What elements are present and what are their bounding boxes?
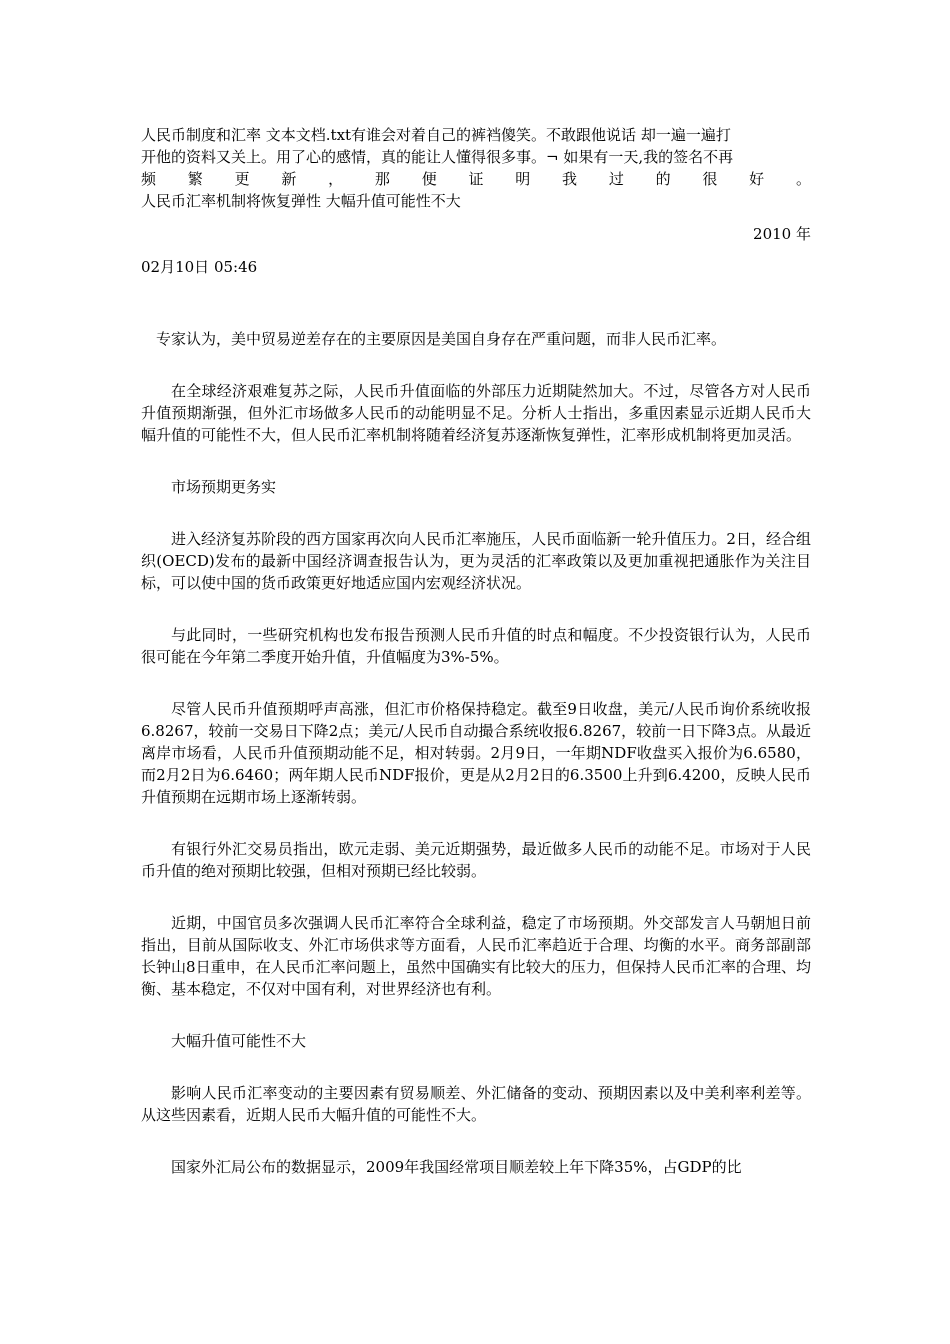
header-line-3 — [141, 168, 811, 190]
section-heading-1: 市场预期更务实 — [171, 478, 277, 496]
paragraph-4: 尽管人民币升值预期呼声高涨，但汇市价格保持稳定。截至9日收盘，美元/人民币询价系统收报6.8267，较前一交易日下降2点；美元/人民币自动撮合系统收报6.8267，较前一日下降3点。从最近离岸市场看，人民币升值预期动能不足，相对转弱。2月9日，一年期NDF收盘买入报价为6.6580，而2月2日为6.6460；两年期人民币NDF报价，更是从2月2日的6.3500上升到6.4200，反映人民币升值预期在远期市场上逐渐转弱。 — [141, 700, 811, 806]
header-char: 好 — [749, 170, 765, 188]
date-time: 02月10日 05:46 — [141, 258, 258, 276]
paragraph-1: 在全球经济艰难复苏之际，人民币升值面临的外部压力近期陡然加大。不过，尽管各方对人民币升值预期渐强，但外汇市场做多人民币的动能明显不足。分析人士指出，多重因素显示近期人民币大幅升值的可能性不大，但人民币汇率机制将随着经济复苏逐渐恢复弹性，汇率形成机制将更加灵活。 — [141, 382, 811, 444]
header-char: 证 — [468, 170, 484, 188]
header-char: 很 — [702, 170, 718, 188]
header-char: 明 — [515, 170, 531, 188]
header-char: 便 — [421, 170, 437, 188]
header-char: 更 — [234, 170, 250, 188]
paragraph-7: 影响人民币汇率变动的主要因素有贸易顺差、外汇储备的变动、预期因素以及中美利率利差等。从这些因素看，近期人民币大幅升值的可能性不大。 — [141, 1084, 811, 1124]
header-char: 的 — [655, 170, 671, 188]
paragraph-5: 有银行外汇交易员指出，欧元走弱、美元近期强势，最近做多人民币的动能不足。市场对于人民币升值的绝对预期比较强，但相对预期已经比较弱。 — [141, 840, 811, 880]
section-heading-2: 大幅升值可能性不大 — [171, 1032, 307, 1050]
paragraph-6: 近期，中国官员多次强调人民币汇率符合全球利益，稳定了市场预期。外交部发言人马朝旭日前指出，目前从国际收支、外汇市场供求等方面看，人民币汇率趋近于合理、均衡的水平。商务部副部长钟山8日重申，在人民币汇率问题上，虽然中国确实有比较大的压力，但保持人民币汇率的合理、均衡、基本稳定，不仅对中国有利，对世界经济也有利。 — [141, 914, 811, 998]
paragraph-2: 进入经济复苏阶段的西方国家再次向人民币汇率施压，人民币面临新一轮升值压力。2日，经合组织(OECD)发布的最新中国经济调查报告认为，更为灵活的汇率政策以及更加重视把通胀作为关注目标，可以使中国的货币政策更好地适应国内宏观经济状况。 — [141, 530, 811, 592]
header-char: 那 — [374, 170, 390, 188]
header-line-2: 开他的资料又关上。用了心的感情，真的能让人懂得很多事。¬ 如果有一天,我的签名不再 — [141, 148, 734, 166]
header-char: 频 — [141, 170, 157, 188]
lead-paragraph: 专家认为，美中贸易逆差存在的主要原因是美国自身存在严重问题，而非人民币汇率。 — [156, 330, 727, 348]
header-char: 我 — [562, 170, 578, 188]
header-line-1: 人民币制度和汇率 文本文档.txt有谁会对着自己的裤裆傻笑。不敢跟他说话 却一遍一遍打 — [141, 126, 731, 144]
header-char: ， — [328, 170, 344, 188]
header-char: 。 — [795, 170, 811, 188]
header-char: 繁 — [187, 170, 203, 188]
article-title: 人民币汇率机制将恢复弹性 大幅升值可能性不大 — [141, 192, 461, 210]
header-char: 新 — [281, 170, 297, 188]
date-year: 2010 年 — [753, 225, 811, 243]
document-page — [141, 124, 811, 1178]
paragraph-8: 国家外汇局公布的数据显示，2009年我国经常项目顺差较上年下降35%，占GDP的比 — [171, 1158, 742, 1176]
header-char: 过 — [608, 170, 624, 188]
paragraph-3: 与此同时，一些研究机构也发布报告预测人民币升值的时点和幅度。不少投资银行认为，人民币很可能在今年第二季度开始升值，升值幅度为3%-5%。 — [141, 626, 811, 666]
